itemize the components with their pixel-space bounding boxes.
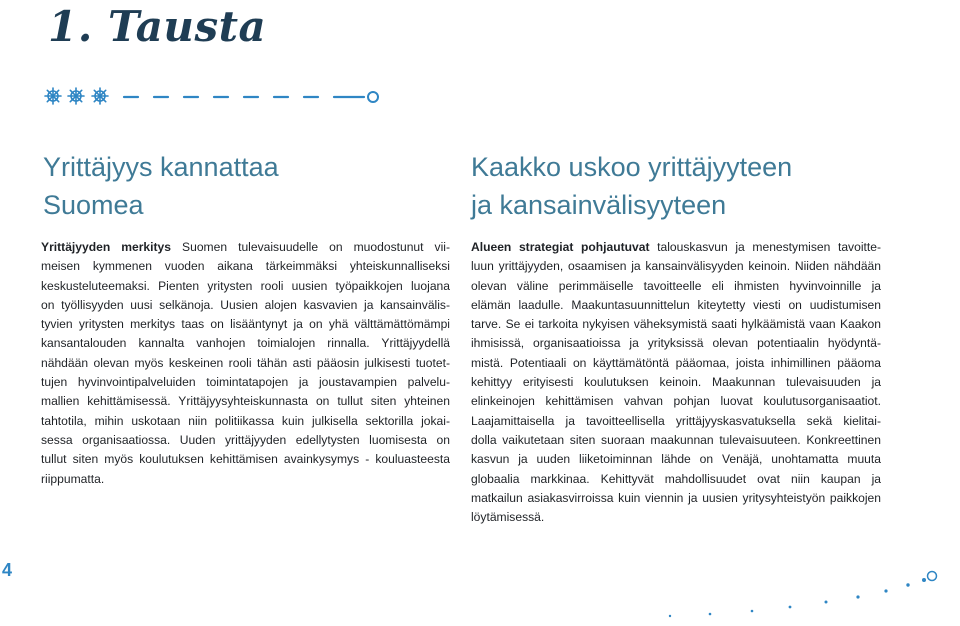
text-line: dolla vaikutetaan siten suoraan maakunnan tulevaisuuteen. Konkreettinen bbox=[471, 432, 881, 447]
chapter-title: 1. Tausta bbox=[48, 2, 267, 51]
text-line: kansantalouden kannalta vanhojen toimialojen rinnalla. Yrittäjyydellä bbox=[41, 336, 450, 351]
decorative-dots bbox=[640, 560, 960, 626]
text-line: elämän laadulle. Maakuntasuunnittelun kiteytetty viesti on uudistumisen bbox=[471, 297, 881, 312]
left-heading bbox=[43, 148, 279, 224]
text-line: Alueen strategiat pohjautuvat talouskasvun ja menestymisen tavoitte- bbox=[471, 240, 881, 254]
text-line: sessa organisaatiossa. Uuden yrittäjyyden edellytysten luomisesta on bbox=[41, 432, 450, 447]
text-line: nähdään olevan myös keskeinen rooli tähän asti pääosin julkisesti tuotet- bbox=[41, 355, 450, 370]
right-heading bbox=[471, 148, 792, 224]
text-line: mistä. Potentiaali on käyttämätöntä pääomaa, joista inhimillinen pääoma bbox=[471, 355, 881, 370]
text-line: kehittyy erityisesti koulutuksen keinoin. Maakunnan tulevaisuuden ja bbox=[471, 375, 881, 390]
text-line: matkailun asiakasvirroissa kuin viennin ja uusien yritysyhteistyön paikkojen bbox=[471, 490, 881, 505]
right-body-text bbox=[471, 238, 881, 527]
text-line: luun yrittäjyyden, osaamisen ja kansainvälisyyden keinoin. Niiden nähdään bbox=[471, 259, 881, 274]
text-line: tarve. Se ei tarkoita nykyisen väheksymistä saati hylkäämistä vaan Kaakon bbox=[471, 317, 881, 332]
text-line: globaalia markkinaa. Kehittyvät mahdollisuudet ovat niin kaupan ja bbox=[471, 471, 881, 486]
text-line: mallien kehittämisessä. Yrittäjyysyhteiskunnasta on tullut siten yhteinen bbox=[41, 394, 450, 409]
text-line: kasvun ja uuden liiketoiminnan lähde on Venäjä, unohtamatta muuta bbox=[471, 452, 881, 467]
ship-wheel-icon bbox=[92, 88, 108, 104]
left-heading-line: Suomea bbox=[43, 190, 144, 220]
text-line: ihmisissä, organisaatioissa ja yrityksissä olevan potentiaalin hyödyntä- bbox=[471, 336, 881, 351]
text-line: on työllisyyden uusi selkänoja. Uusien alojen kasvavien ja kansainvälis- bbox=[41, 297, 450, 312]
text-line: tullut siten myös koulutuksen kehittämisen avainkysymys - kouluasteesta bbox=[41, 452, 450, 467]
text-line: elinkeinojen kehittämisen vahvan pohjan luovat koulutusorganisaatiot. bbox=[471, 394, 881, 409]
left-body-text bbox=[41, 238, 450, 489]
text-line: Yrittäjyyden merkitys Suomen tulevaisuudelle on muodostunut vii- bbox=[41, 240, 450, 254]
text-line: Laajamittaisella ja tavoitteellisella yrittäjyyskasvatuksella sekä kielitai- bbox=[471, 413, 881, 428]
right-heading-line: ja kansainvälisyyteen bbox=[471, 190, 727, 220]
ship-wheel-icon bbox=[45, 88, 61, 104]
text-line: tahtotila, mihin uskotaan niin politiikassa kuin julkisella sektorilla jokai- bbox=[41, 413, 450, 428]
text-line: löytämisessä. bbox=[471, 510, 545, 525]
lead-text: Alueen strategiat pohjautuvat bbox=[471, 240, 650, 254]
text-line: tujen hyvinvointipalveluiden toimintatapojen ja joustavampien palvelu- bbox=[41, 375, 450, 390]
left-heading-line: Yrittäjyys kannattaa bbox=[43, 152, 279, 182]
text-line: olevan väline perimmäiselle tavoitteelle eli ihmisten hyvinvoinnille ja bbox=[471, 278, 881, 293]
lead-text: Yrittäjyyden merkitys bbox=[41, 240, 171, 254]
text-line: keskusteluteemaksi. Pienten yritysten rooli uusien työpaikkojen luojana bbox=[41, 278, 450, 293]
right-heading-line: Kaakko uskoo yrittäjyyteen bbox=[471, 152, 793, 182]
text-line: meisen kymmenen vuoden aikana tärkeimmäksi yhteiskunnalliseksi bbox=[41, 259, 450, 274]
ornament-divider bbox=[40, 84, 390, 108]
page-number: 4 bbox=[1, 560, 12, 580]
text-line: tyvien yritysten merkitys taas on lisääntynyt ja on yhä välttämättömämpi bbox=[41, 317, 450, 332]
line-end-circle bbox=[368, 92, 378, 102]
text-line: riippumatta. bbox=[41, 471, 105, 486]
ship-wheel-icon bbox=[68, 88, 84, 104]
